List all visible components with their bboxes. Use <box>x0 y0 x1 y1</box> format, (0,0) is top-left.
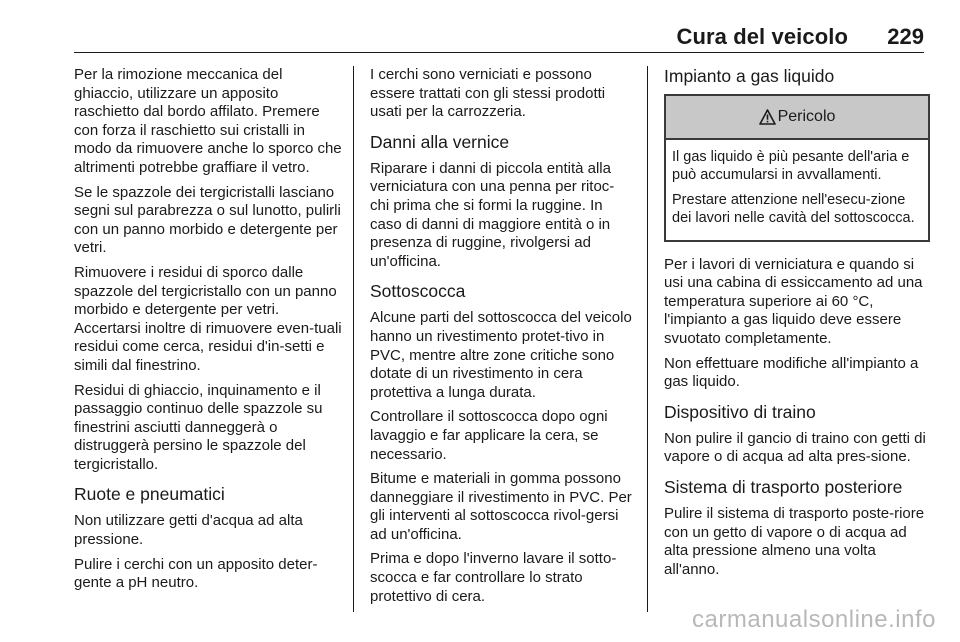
paragraph: Per i lavori di verniciatura e quando si usi una cabina di essiccamento ad una temperatura superiore ai 60 °C, l'impianto a gas liquido deve essere svuotato completamente. <box>664 255 923 347</box>
heading-impianto-a-gas-liquido: Impianto a gas liquido <box>664 66 835 86</box>
heading-sistema-di-trasporto-posteriore: Sistema di trasporto posteriore <box>664 476 903 497</box>
warning-text: Prestare attenzione nell'esecu-zione dei lavori nelle cavità del sottoscocca. <box>672 191 915 227</box>
paragraph: I cerchi sono verniciati e possono essere trattati con gli stessi prodotti usati per la carrozzeria. <box>370 66 606 121</box>
column-divider <box>647 66 648 612</box>
warning-title: Pericolo <box>777 107 836 125</box>
paragraph: Riparare i danni di piccola entità alla verniciatura con una penna per ritoc-chi prima che si formi la ruggine. In caso di danni di maggiore entità o in presenza di ruggine, rivolgersi ad un'officina. <box>370 159 615 270</box>
column-3 <box>664 66 930 585</box>
paragraph: Rimuovere i residui di sporco dalle spazzole del tergicristallo con un panno morbido e detergente per vetri. Accertarsi inoltre di rimuovere even-tuali residui come cerca, residui d'in-setti e simili dal finestrino. <box>74 263 342 374</box>
paragraph: Alcune parti del sottoscocca del veicolo hanno un rivestimento protet-tivo in PVC, mentre altre zone critiche sono dotate di un rivestimento in cera protettiva a lunga durata. <box>370 309 632 401</box>
page-number: 229 <box>887 24 924 49</box>
paragraph: Bitume e materiali in gomma possono danneggiare il rivestimento in PVC. Per gli interventi al sottoscocca rivol-gersi ad un'officina. <box>370 470 632 543</box>
paragraph: Prima e dopo l'inverno lavare il sotto-scocca e far controllare lo strato protettivo di cera. <box>370 550 617 605</box>
warning-header <box>666 96 928 140</box>
warning-triangle-icon <box>759 109 776 125</box>
page-header <box>0 0 960 56</box>
header-rule <box>74 52 924 53</box>
paragraph: Residui di ghiaccio, inquinamento e il passaggio continuo delle spazzole su finestrini asciutti danneggerà o distruggerà persino le spazzole del tergicristallo. <box>74 381 323 473</box>
heading-dispositivo-di-traino: Dispositivo di traino <box>664 401 816 422</box>
warning-body <box>666 140 928 240</box>
heading-danni-alla-vernice: Danni alla vernice <box>370 131 510 152</box>
paragraph: Non effettuare modifiche all'impianto a gas liquido. <box>664 354 919 391</box>
paragraph: Se le spazzole dei tergicristalli lasciano segni sul parabrezza o sul lunotto, pulirli con un panno morbido e detergente per vetri. <box>74 183 341 257</box>
paragraph: Per la rimozione meccanica del ghiaccio, utilizzare un apposito raschietto dal bordo affilato. Premere con forza il raschietto sui cristalli in modo da rimuovere anche lo sporco che altrimenti potrebbe graffiare il vetro. <box>74 66 342 176</box>
paragraph: Pulire i cerchi con un apposito deter-gente a pH neutro. <box>74 555 318 592</box>
watermark: carmanualsonline.info <box>692 606 936 633</box>
paragraph: Pulire il sistema di trasporto poste-riore con un getto di vapore o di acqua ad alta pressione almeno una volta all'anno. <box>664 504 925 578</box>
heading-ruote-e-pneumatici: Ruote e pneumatici <box>74 484 225 505</box>
paragraph: Controllare il sottoscocca dopo ogni lavaggio e far applicare la cera, se necessario. <box>370 408 608 463</box>
column-divider <box>353 66 354 612</box>
paragraph: Non utilizzare getti d'acqua ad alta pressione. <box>74 512 303 549</box>
warning-text: Il gas liquido è più pesante dell'aria e può accumularsi in avvallamenti. <box>672 149 910 184</box>
warning-box <box>664 94 930 242</box>
column-1 <box>74 66 344 599</box>
column-2 <box>370 66 632 612</box>
section-title: Cura del veicolo <box>676 24 848 49</box>
heading-sottoscocca: Sottoscocca <box>370 281 466 302</box>
paragraph: Non pulire il gancio di traino con getti di vapore o di acqua ad alta pres-sione. <box>664 429 926 466</box>
